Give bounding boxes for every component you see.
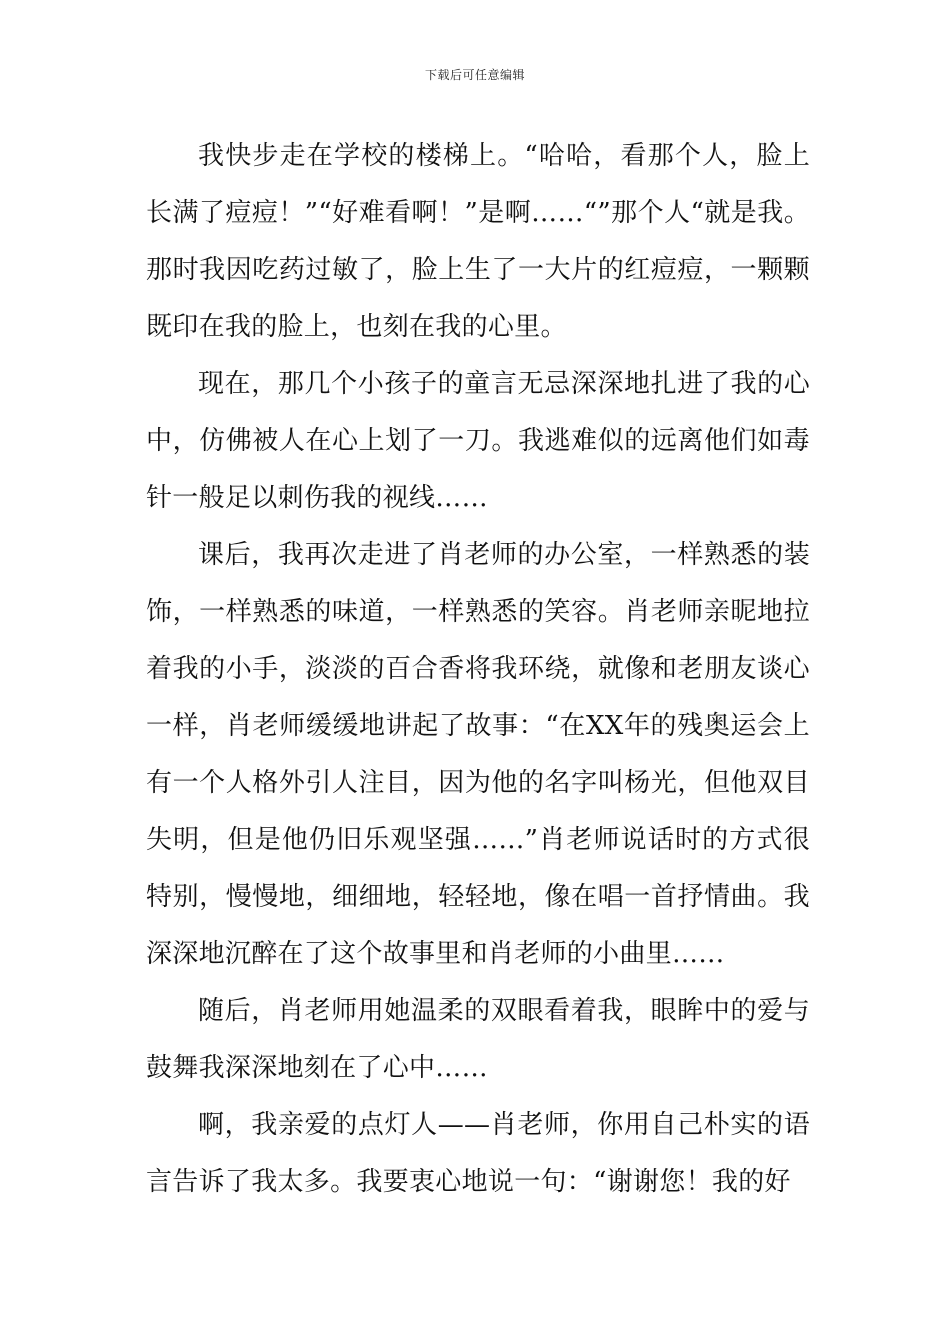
paragraph-5: 啊，我亲爱的点灯人——肖老师，你用自己朴实的语言告诉了我太多。我要衷心地说一句：“谢谢您！我的好 xyxy=(146,1110,810,1197)
paragraph-4: 随后，肖老师用她温柔的双眼看着我，眼眸中的爱与鼓舞我深深地刻在了心中…… xyxy=(146,996,810,1083)
document-body xyxy=(146,128,810,1211)
paragraph-2: 现在，那几个小孩子的童言无忌深深地扎进了我的心中，仿佛被人在心上划了一刀。我逃难似的远离他们如毒针一般足以刺伤我的视线…… xyxy=(146,369,810,513)
paragraph-3: 课后，我再次走进了肖老师的办公室，一样熟悉的装饰，一样熟悉的味道，一样熟悉的笑容。肖老师亲昵地拉着我的小手，淡淡的百合香将我环绕，就像和老朋友谈心一样，肖老师缓缓地讲起了故事：“在XX年的残奥运会上有一个人格外引人注目，因为他的名字叫杨光，但他双目失明，但是他仍旧乐观坚强……”肖老师说话时的方式很特别，慢慢地，细细地，轻轻地，像在唱一首抒情曲。我深深地沉醉在了这个故事里和肖老师的小曲里…… xyxy=(146,540,810,969)
page-header: 下载后可任意编辑 xyxy=(424,68,525,82)
paragraph-1: 我快步走在学校的楼梯上。“哈哈，看那个人，脸上长满了痘痘！”“好难看啊！”是啊……“”那个人“就是我。那时我因吃药过敏了，脸上生了一大片的红痘痘，一颗颗既印在我的脸上，也刻在我的心里。 xyxy=(146,141,810,342)
